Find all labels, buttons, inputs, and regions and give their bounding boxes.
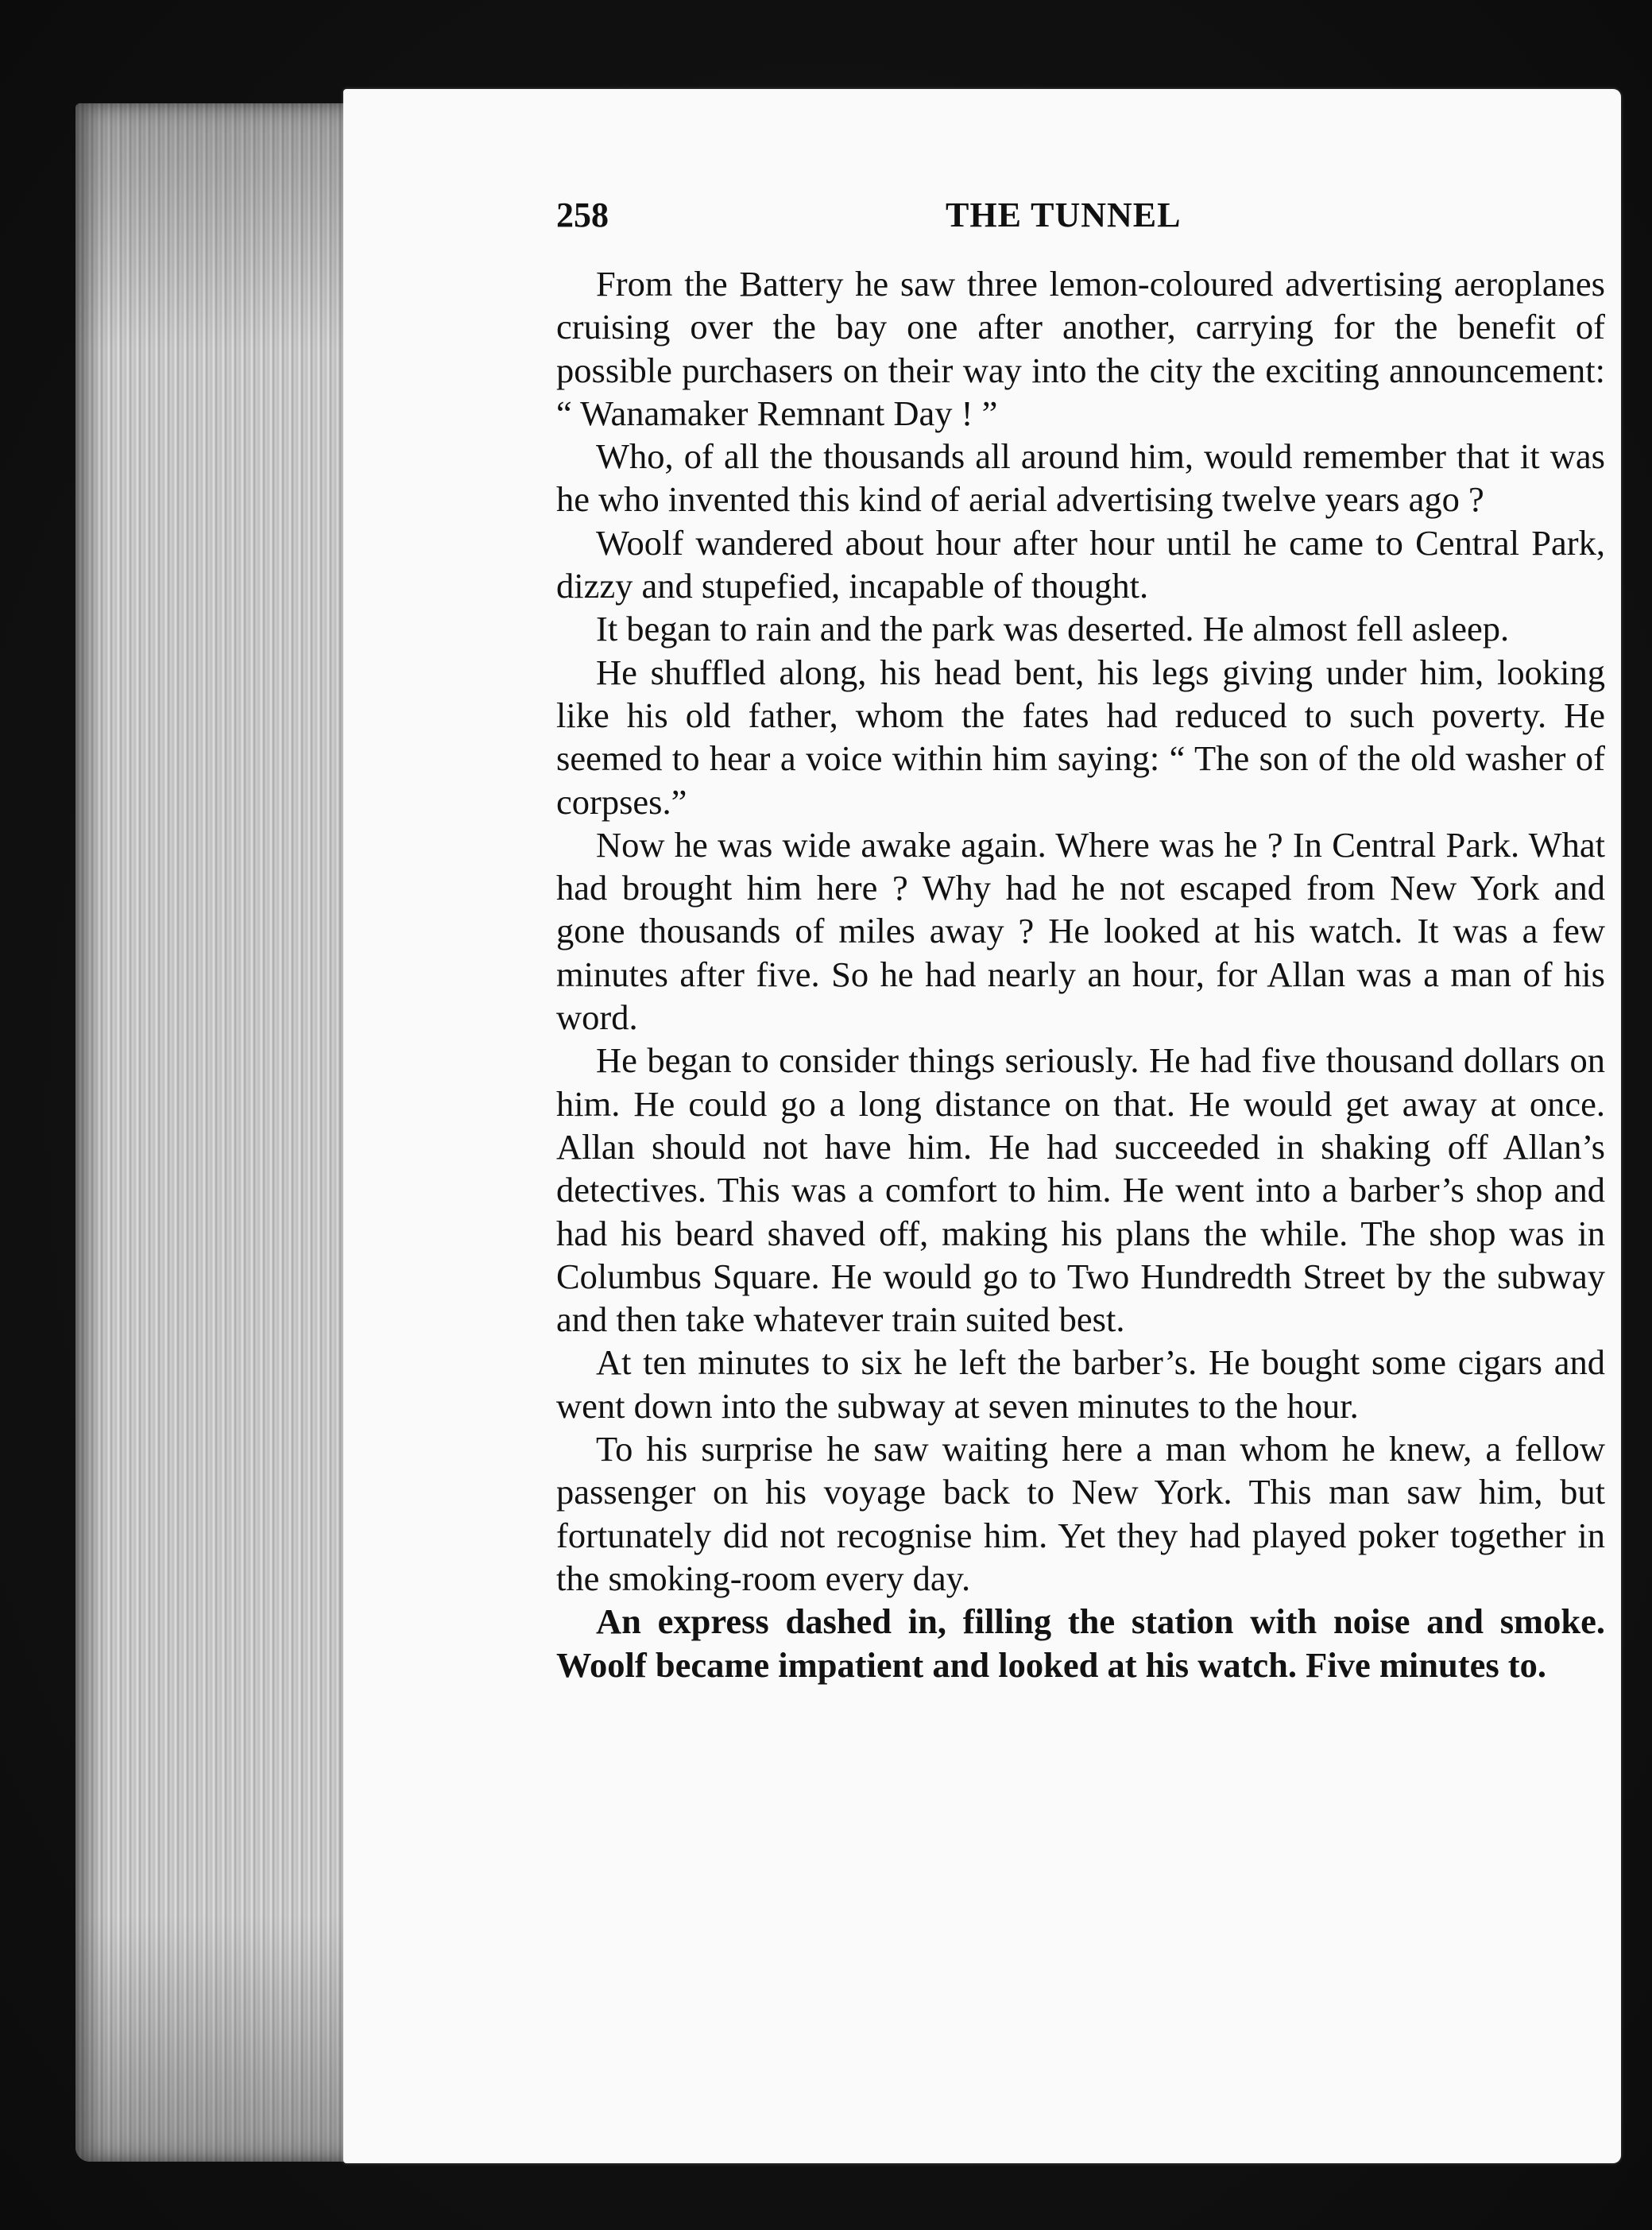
paragraph: At ten minutes to six he left the barber’s. He bought some cigars and went down into the subway at seven minutes to the hour. bbox=[556, 1342, 1605, 1426]
paragraph: An express dashed in, filling the station with noise and smoke. Woolf became impatient and looked at his watch. Five minutes to. bbox=[556, 1601, 1605, 1685]
paragraph: It began to rain and the park was deserted. He almost fell asleep. bbox=[596, 609, 1510, 649]
page-number: 258 bbox=[556, 196, 609, 234]
page-header bbox=[556, 195, 1605, 242]
paragraph: From the Battery he saw three lemon-coloured advertising aeroplanes cruising over the bay one after another, carrying for the benefit of possible purchasers on their way into the city the exciting announcement: “ Wanamaker Remnant Day ! ” bbox=[556, 264, 1605, 433]
book-page-edges bbox=[75, 103, 350, 2162]
body-text bbox=[556, 262, 1605, 1686]
paragraph: To his surprise he saw waiting here a man whom he knew, a fellow passenger on his voyage back to New York. This man saw him, but fortunately did not recognise him. Yet they had played poker together in the smoking-room every day. bbox=[556, 1429, 1605, 1598]
paragraph: He shuffled along, his head bent, his legs giving under him, looking like his old father, whom the fates had reduced to such poverty. He seemed to hear a voice within him saying: “ The son of the old washer of corpses.” bbox=[556, 652, 1605, 822]
paragraph: Woolf wandered about hour after hour until he came to Central Park, dizzy and stupefied, incapable of thought. bbox=[556, 522, 1605, 606]
paragraph: Now he was wide awake again. Where was he ? In Central Park. What had brought him here ? Why had he not escaped from New York and gone thousands of miles away ? He looked at his watch. It was a few minutes after five. So he had nearly an hour, for Allan was a man of his word. bbox=[556, 824, 1605, 1038]
running-title: THE TUNNEL bbox=[946, 196, 1182, 234]
paragraph: Who, of all the thousands all around him, would remember that it was he who invented this kind of aerial advertising twelve years ago ? bbox=[556, 436, 1605, 520]
paragraph: He began to consider things seriously. He had five thousand dollars on him. He could go a long distance on that. He would get away at once. Allan should not have him. He had succeeded in shaking off Allan’s detectives. This was a comfort to him. He went into a barber’s shop and had his beard shaved off, making his plans the while. The shop was in Columbus Square. He would go to Two Hundredth Street by the subway and then take whatever train suited best. bbox=[556, 1040, 1605, 1340]
